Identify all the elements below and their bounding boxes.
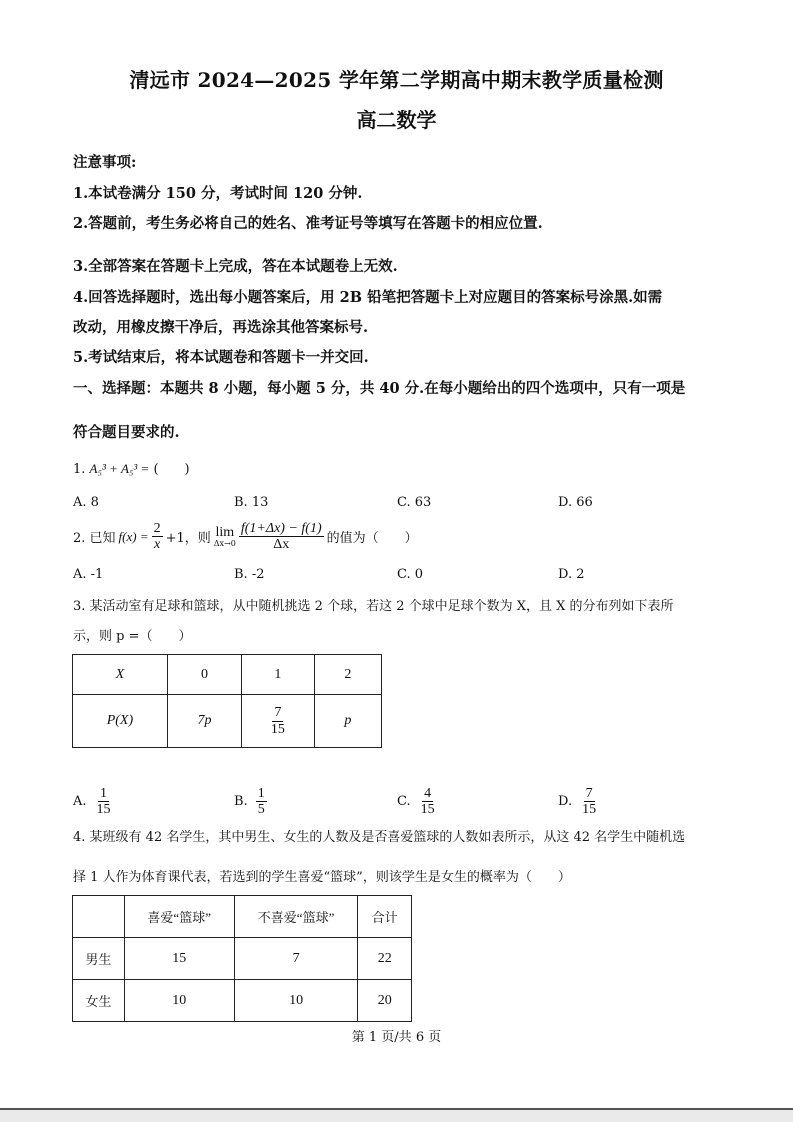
option-fraction: [95, 786, 113, 818]
table-cell: 2: [314, 655, 381, 695]
fraction-numerator: 1: [100, 786, 108, 801]
notes-heading: 注意事项:: [73, 154, 137, 171]
page-number: 第 1 页/共 6 页: [351, 1030, 442, 1045]
table-row: [73, 655, 382, 695]
q2-prefix: 2. 已知: [73, 531, 116, 547]
fraction-denominator: 15: [420, 802, 435, 818]
lim-subscript: Δx→0: [213, 538, 236, 548]
table-cell: p: [314, 695, 381, 748]
option-c: [397, 786, 437, 818]
table-cell: [73, 896, 125, 938]
answer-blank: ( ): [153, 462, 190, 477]
table-cell: 合计: [358, 896, 412, 938]
note-item: 改动，用橡皮擦干净后，再选涂其他答案标号.: [73, 319, 369, 336]
note-item: 5.考试结束后，将本试题卷和答题卡一并交回.: [73, 349, 369, 366]
table-cell: 10: [234, 980, 358, 1022]
lim-text: lim: [215, 524, 235, 540]
note-item: 2.答题前，考生务必将自己的姓名、准考证号等填写在答题卡的相应位置.: [73, 215, 543, 232]
option-a: [73, 786, 113, 818]
option-d: D. 2: [558, 567, 585, 582]
cell-fraction: [269, 705, 287, 737]
fraction-numerator: 1: [257, 786, 265, 801]
option-d: [558, 786, 598, 818]
table-cell: 15: [124, 938, 234, 980]
viewer-bottom-bar: [0, 1110, 793, 1122]
fraction-numerator: f(1+Δx) − f(1): [240, 521, 322, 536]
q2-function: f(x) =: [118, 528, 149, 544]
table-cell: 男生: [73, 938, 125, 980]
table-cell: 0: [167, 655, 241, 695]
table-cell: 喜爱“篮球”: [124, 896, 234, 938]
table-row: [73, 896, 412, 938]
table-cell: 7p: [167, 695, 241, 748]
q2-suffix: 的值为（ ）: [326, 531, 418, 547]
table-row: [73, 695, 382, 748]
question-number: 1.: [73, 462, 86, 477]
fraction-denominator: x: [154, 537, 161, 553]
distribution-table: [72, 654, 382, 748]
fraction-numerator: 2: [153, 521, 161, 536]
table-cell: P(X): [73, 695, 168, 748]
subject-title: 高二数学: [356, 108, 437, 132]
note-item: 3.全部答案在答题卡上完成，答在本试题卷上无效.: [73, 258, 398, 275]
option-b: [234, 786, 267, 818]
table-cell: 10: [124, 980, 234, 1022]
fraction-denominator: Δx: [273, 537, 290, 553]
exam-title: 清远市 2024—2025 学年第二学期高中期末教学质量检测: [129, 68, 664, 92]
option-d: D. 66: [558, 495, 593, 510]
fraction-denominator: 15: [270, 721, 285, 737]
fraction-numerator: 4: [424, 786, 432, 801]
question-3-line2: 示，则 p =（ ）: [73, 629, 192, 644]
question-1: [73, 458, 190, 477]
option-a: A. -1: [73, 567, 104, 582]
table-cell: [242, 695, 315, 748]
option-label: B.: [234, 794, 248, 810]
option-label: A.: [73, 794, 87, 810]
basketball-table: [72, 895, 412, 1022]
option-a: A. 8: [73, 495, 99, 510]
option-label: C.: [397, 794, 411, 810]
table-cell: 女生: [73, 980, 125, 1022]
table-cell: 20: [358, 980, 412, 1022]
question-4-line1: 4. 某班级有 42 名学生，其中男生、女生的人数及是否喜爱篮球的人数如表所示，从这 42 名学生中随机选: [73, 830, 686, 845]
question-2: [73, 521, 418, 553]
limit-fraction: [239, 521, 324, 553]
q2-fraction: [152, 521, 163, 553]
q1-expression: A₅³ + A₅³ =: [89, 461, 150, 476]
fraction-denominator: 5: [257, 802, 265, 818]
table-row: [73, 938, 412, 980]
option-c: C. 63: [397, 495, 432, 510]
option-label: D.: [558, 794, 573, 810]
option-fraction: [256, 786, 267, 818]
table-cell: 22: [358, 938, 412, 980]
table-cell: 不喜爱“篮球”: [234, 896, 358, 938]
fraction-numerator: 7: [274, 705, 282, 721]
option-b: B. 13: [234, 495, 269, 510]
fraction-denominator: 15: [582, 802, 597, 818]
q2-plus: +1，则: [165, 531, 211, 547]
table-cell: 7: [234, 938, 358, 980]
option-fraction: [580, 786, 598, 818]
option-fraction: [419, 786, 437, 818]
limit-operator: [214, 526, 236, 548]
section-heading-cont: 符合题目要求的.: [73, 424, 180, 441]
option-c: C. 0: [397, 567, 424, 582]
note-item: 1.本试卷满分 150 分，考试时间 120 分钟.: [73, 185, 363, 202]
table-cell: X: [73, 655, 168, 695]
question-4-line2: 择 1 人作为体育课代表，若选到的学生喜爱“篮球”，则该学生是女生的概率为（ ）: [73, 870, 571, 885]
fraction-denominator: 15: [96, 802, 111, 818]
table-row: [73, 980, 412, 1022]
fraction-numerator: 7: [585, 786, 593, 801]
option-b: B. -2: [234, 567, 265, 582]
section-heading: 一、选择题：本题共 8 小题，每小题 5 分，共 40 分.在每小题给出的四个选项中，只有一项是: [73, 380, 686, 397]
note-item: 4.回答选择题时，选出每小题答案后，用 2B 铅笔把答题卡上对应题目的答案标号涂黑.如需: [73, 289, 663, 306]
question-3-line1: 3. 某活动室有足球和篮球，从中随机挑选 2 个球，若这 2 个球中足球个数为 X，且 X 的分布列如下表所: [73, 599, 674, 614]
table-cell: 1: [242, 655, 315, 695]
